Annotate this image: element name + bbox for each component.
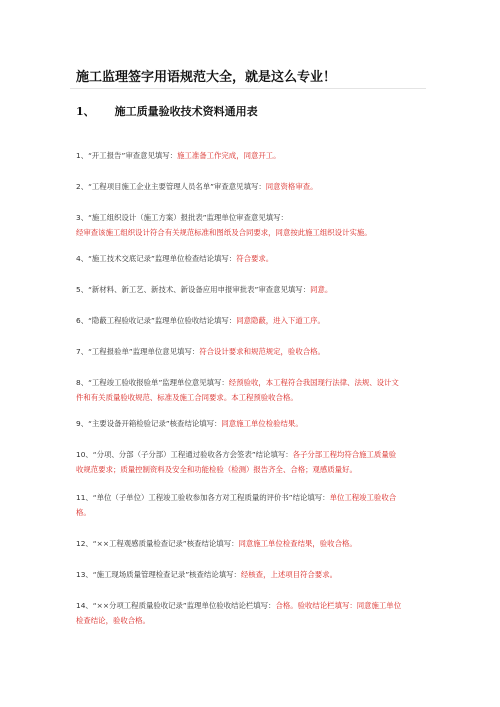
list-item-5 (76, 282, 428, 297)
page-title: 施工监理签字用语规范大全，就是这么专业！ (76, 70, 337, 85)
item-answer: 合格。验收结论栏填写：同意施工单位 (275, 601, 402, 610)
item-prefix: 3、“施工组织设计（施工方案）报批表”监理单位审查意见填写： (76, 213, 288, 222)
item-prefix: 7、“工程报验单”监理单位意见填写： (76, 347, 200, 356)
item-answer: 单位工程竣工验收合 (329, 493, 397, 502)
item-prefix: 11、“单位（子单位）工程竣工验收参加各方对工程质量的评价书”结论填写： (76, 493, 330, 502)
section-title: 施工质量验收技术资料通用表 (114, 105, 258, 118)
item-answer: 符合要求。 (236, 254, 274, 263)
list-item-6 (76, 313, 428, 328)
item-prefix: 14、“××分项工程质量验收记录”监理单位验收结论栏填写： (76, 601, 276, 610)
item-answer: 同意施工单位检查结果，验收合格。 (238, 539, 357, 548)
item-prefix: 13、“施工现场质量管理检查记录”核查结论填写： (76, 570, 241, 579)
item-prefix: 9、“主要设备开箱检验记录”核查结论填写： (76, 419, 222, 428)
item-answer: 同意施工单位检验结果。 (221, 419, 303, 428)
list-item-7 (76, 344, 428, 359)
item-answer: 符合设计要求和规范规定，验收合格。 (199, 347, 325, 356)
list-item-11 (76, 490, 428, 520)
item-prefix: 8、“工程竣工验收报验单”监理单位意见填写： (76, 378, 229, 387)
item-answer-continued: 件和有关质量验收规范、标准及施工合同要求。本工程预验收合格。 (76, 393, 298, 402)
item-answer: 同意资格审查。 (265, 182, 318, 191)
item-answer: 施工准备工作完成，同意开工。 (177, 151, 281, 160)
item-prefix: 6、“隐蔽工程验收记录”监理单位验收结论填写： (76, 316, 237, 325)
item-answer: 经核查，上述项目符合要求。 (240, 570, 337, 579)
item-answer-continued: 收规范要求；质量控制资料及安全和功能检验（检测）报告齐全、合格；观感质量好。 (76, 465, 357, 474)
item-prefix: 1、“开工报告”审查意见填写： (76, 151, 178, 160)
item-prefix: 4、“施工技术交底记录”监理单位检查结论填写： (76, 254, 237, 263)
list-item-3 (76, 210, 428, 240)
item-answer: 同意。 (310, 285, 333, 294)
list-item-9 (76, 416, 428, 431)
list-item-14 (76, 598, 428, 628)
item-prefix: 12、“××工程观感质量检查记录”核查结论填写： (76, 539, 239, 548)
list-item-10 (76, 447, 428, 477)
section-heading (76, 103, 258, 119)
item-prefix: 5、“新材料、新工艺、新技术、新设备应用申报审批表”审查意见填写： (76, 285, 311, 294)
section-number: 1、 (76, 105, 95, 118)
item-answer-continued: 格。 (76, 508, 91, 517)
item-answer: 经预验收，本工程符合我国现行法律、法规、设计文 (228, 378, 399, 387)
item-answer-continued: 检查结论，验收合格。 (76, 616, 150, 625)
item-prefix: 10、“分项、分部（子分部）工程通过验收各方会签表”结论填写： (76, 450, 293, 459)
item-prefix: 2、“工程项目施工企业主要管理人员名单”审查意见填写： (76, 182, 266, 191)
item-answer: 同意隐蔽，进入下道工序。 (236, 316, 325, 325)
item-answer: 经审查该施工组织设计符合有关规范标准和图纸及合同要求，同意按此施工组织设计实施。 (76, 228, 372, 237)
list-item-4 (76, 251, 428, 266)
list-item-12 (76, 536, 428, 551)
list-item-8 (76, 375, 428, 405)
list-item-1 (76, 148, 428, 163)
item-answer: 各子分部工程均符合施工质量验 (292, 450, 397, 459)
list-item-2 (76, 179, 428, 194)
title-divider (70, 88, 426, 89)
list-item-13 (76, 567, 428, 582)
